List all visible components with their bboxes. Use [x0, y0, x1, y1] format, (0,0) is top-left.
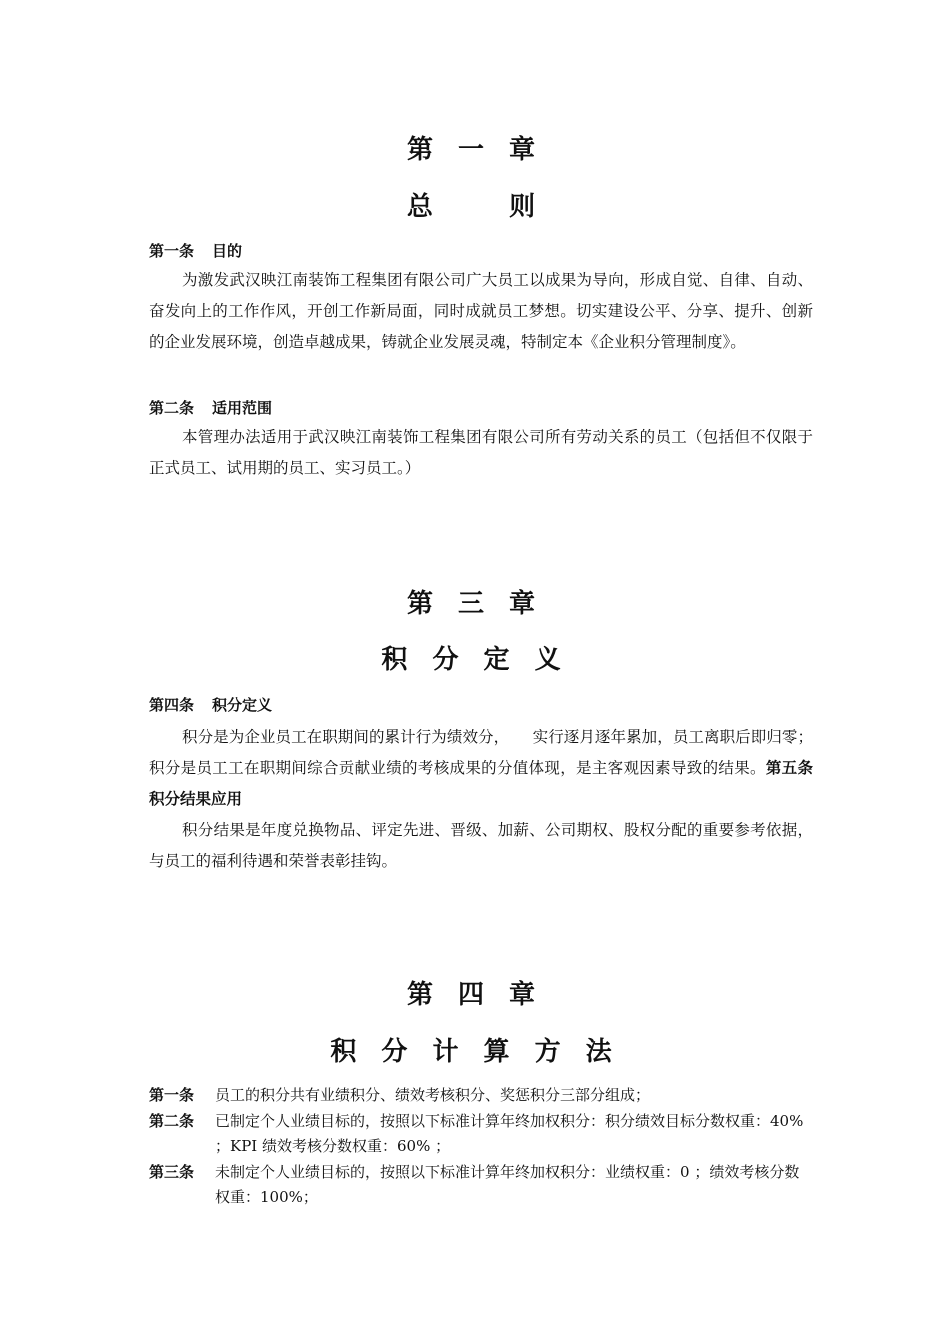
- article-1-heading: [149, 241, 242, 261]
- list-item-text: 已制定个人业绩目标的，按照以下标准计算年终加权积分：积分绩效目标分数权重：40% ；KPI 绩效考核分数权重：60% ；: [215, 1112, 804, 1155]
- article-4-heading: [149, 695, 272, 715]
- chapter-1-subtitle: 总 则: [406, 192, 544, 222]
- article-4-text: [149, 722, 829, 815]
- article-2-text: 本管理办法适用于武汉映江南装饰工程集团有限公司所有劳动关系的员工（包括但不仅限于正式员工、试用期的员工、实习员工。）: [149, 428, 813, 477]
- chapter-1-title: 第 一 章: [406, 135, 544, 165]
- article-5-text: 积分结果是年度兑换物品、评定先进、晋级、加薪、公司期权、股权分配的重要参考依据，与员工的福利待遇和荣誉表彰挂钩。: [149, 821, 813, 870]
- list-item: [149, 1160, 813, 1210]
- list-item-number: 第一条: [149, 1086, 195, 1104]
- list-item-number: 第三条: [149, 1163, 195, 1181]
- list-item-text: 未制定个人业绩目标的，按照以下标准计算年终加权积分：业绩权重：0 ；绩效考核分数权重：100%；: [215, 1163, 800, 1206]
- article-1-name: 目的: [212, 242, 243, 260]
- list-item-number: 第二条: [149, 1112, 195, 1130]
- chapter-3-title: 第 三 章: [406, 589, 544, 619]
- article-4-body: 积分是为企业员工在职期间的累计行为绩效分， 实行逐月逐年累加，员工离职后即归零；积分是员工工在职期间综合贡献业绩的考核成果的分值体现，是主客观因素导致的结果。: [149, 728, 813, 777]
- article-1-text: 为激发武汉映江南装饰工程集团有限公司广大员工以成果为导向，形成自觉、自律、自动、奋发向上的工作作风，开创工作新局面，同时成就员工梦想。切实建设公平、分享、提升、创新的企业发展环境，创造卓越成果，铸就企业发展灵魂，特制定本《企业积分管理制度》。: [149, 271, 813, 351]
- article-2-number: 第二条: [149, 399, 195, 417]
- chapter-4-subtitle: 积 分 计 算 方 法: [330, 1037, 620, 1067]
- chapter-3-subtitle: 积 分 定 义: [381, 645, 569, 675]
- article-2-heading: [149, 398, 272, 418]
- chapter-4-title: 第 四 章: [406, 980, 544, 1010]
- list-item-text: 员工的积分共有业绩积分、绩效考核积分、奖惩积分三部分组成；: [215, 1086, 651, 1104]
- list-item: [149, 1109, 813, 1159]
- article-4-name: 积分定义: [212, 696, 273, 714]
- article-4-number: 第四条: [149, 696, 195, 714]
- article-5-heading: 第五条 积分结果应用: [149, 759, 829, 808]
- list-item: [149, 1083, 813, 1108]
- article-1-number: 第一条: [149, 242, 195, 260]
- article-2-name: 适用范围: [212, 399, 273, 417]
